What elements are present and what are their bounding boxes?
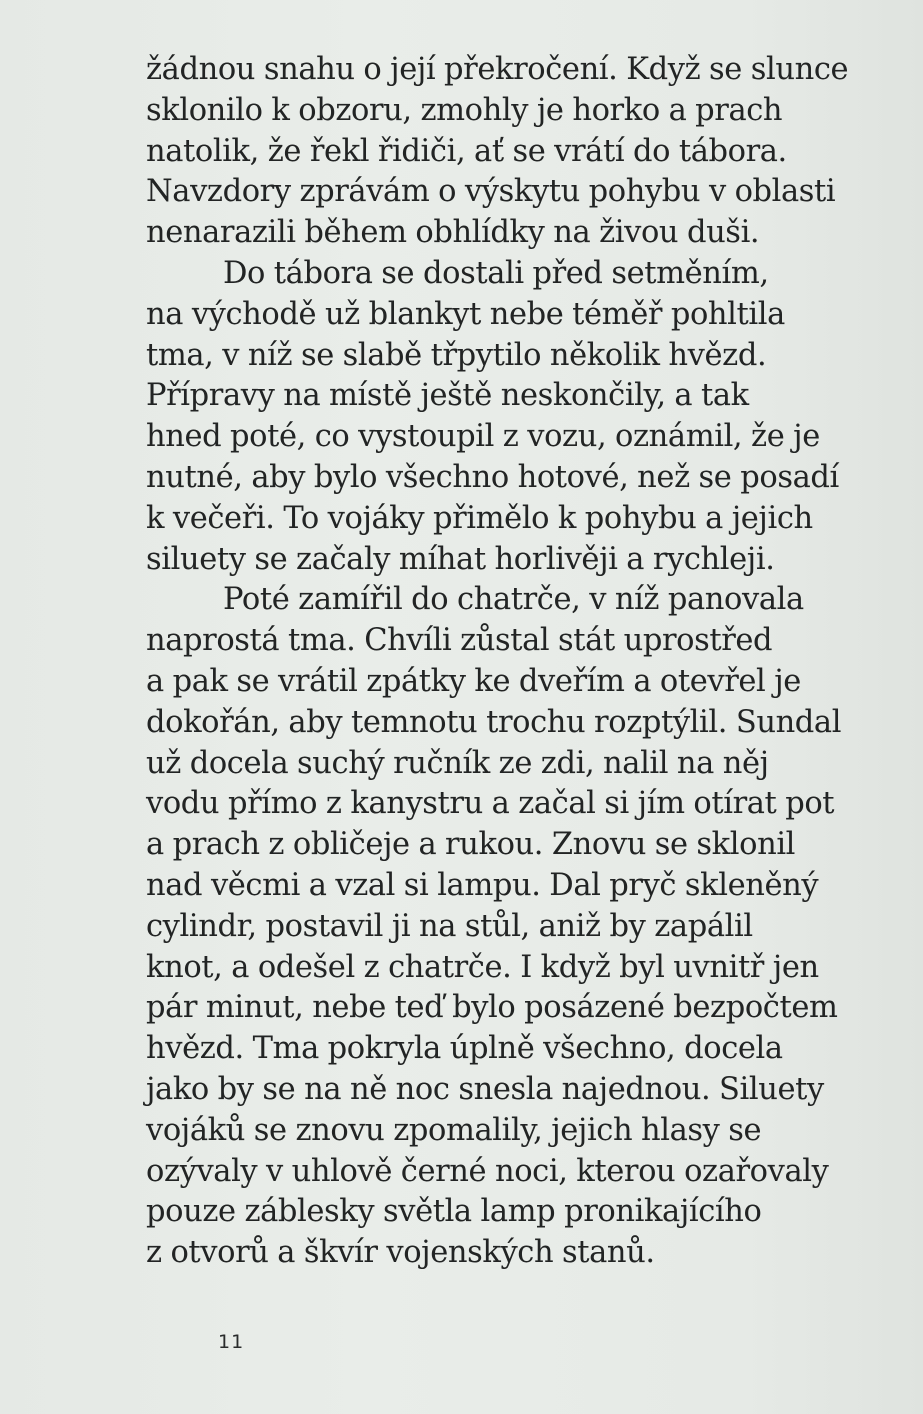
page-number: 11: [218, 1331, 245, 1353]
text-line: jako by se na ně noc snesla najednou. Siluety: [146, 1071, 824, 1107]
text-line: nenarazili během obhlídky na živou duši.: [146, 215, 760, 251]
text-line: Poté zamířil do chatrče, v níž panovala: [223, 582, 804, 618]
paragraph: [146, 580, 876, 1274]
text-line: vodu přímo z kanystru a začal si jím otírat pot: [146, 786, 835, 822]
text-line: Navzdory zprávám o výskytu pohybu v oblasti: [146, 174, 836, 210]
text-line: hned poté, co vystoupil z vozu, oznámil, že je: [146, 419, 820, 455]
text-line: tma, v níž se slabě třpytilo několik hvězd.: [146, 337, 767, 373]
text-line: pouze záblesky světla lamp pronikajícího: [146, 1194, 762, 1230]
paragraph: [146, 50, 876, 254]
text-line: nad věcmi a vzal si lampu. Dal pryč skleněný: [146, 867, 819, 903]
text-line: Přípravy na místě ještě neskončily, a tak: [146, 378, 749, 414]
text-line: a pak se vrátil zpátky ke dveřím a otevřel je: [146, 663, 801, 699]
body-text: [146, 50, 876, 1274]
text-line: dokořán, aby temnotu trochu rozptýlil. Sundal: [146, 704, 842, 740]
text-line: Do tábora se dostali před setměním,: [223, 255, 769, 291]
text-line: žádnou snahu o její překročení. Když se slunce: [146, 52, 849, 87]
text-line: z otvorů a škvír vojenských stanů.: [146, 1235, 655, 1271]
text-line: siluety se začaly míhat horlivěji a rychleji.: [146, 541, 775, 577]
paragraph: [146, 254, 876, 580]
text-line: už docela suchý ručník ze zdi, nalil na něj: [146, 745, 769, 781]
text-line: a prach z obličeje a rukou. Znovu se sklonil: [146, 827, 796, 863]
text-line: nutné, aby bylo všechno hotové, než se posadí: [146, 459, 839, 495]
text-line: ozývaly v uhlově černé noci, kterou ozařovaly: [146, 1153, 829, 1189]
text-line: cylindr, postavil ji na stůl, aniž by zapálil: [146, 908, 753, 944]
text-line: natolik, že řekl řidiči, ať se vrátí do tábora.: [146, 133, 787, 169]
text-line: hvězd. Tma pokryla úplně všechno, docela: [146, 1031, 783, 1067]
text-line: sklonilo k obzoru, zmohly je horko a prach: [146, 92, 783, 128]
text-line: naprostá tma. Chvíli zůstal stát uprostřed: [146, 623, 773, 659]
text-line: knot, a odešel z chatrče. I když byl uvnitř jen: [146, 949, 819, 985]
text-line: vojáků se znovu zpomalily, jejich hlasy se: [146, 1112, 762, 1148]
text-line: na východě už blankyt nebe téměř pohltila: [146, 296, 785, 332]
text-line: k večeři. To vojáky přimělo k pohybu a jejich: [146, 500, 813, 536]
text-line: pár minut, nebe teď bylo posázené bezpočtem: [146, 990, 838, 1026]
